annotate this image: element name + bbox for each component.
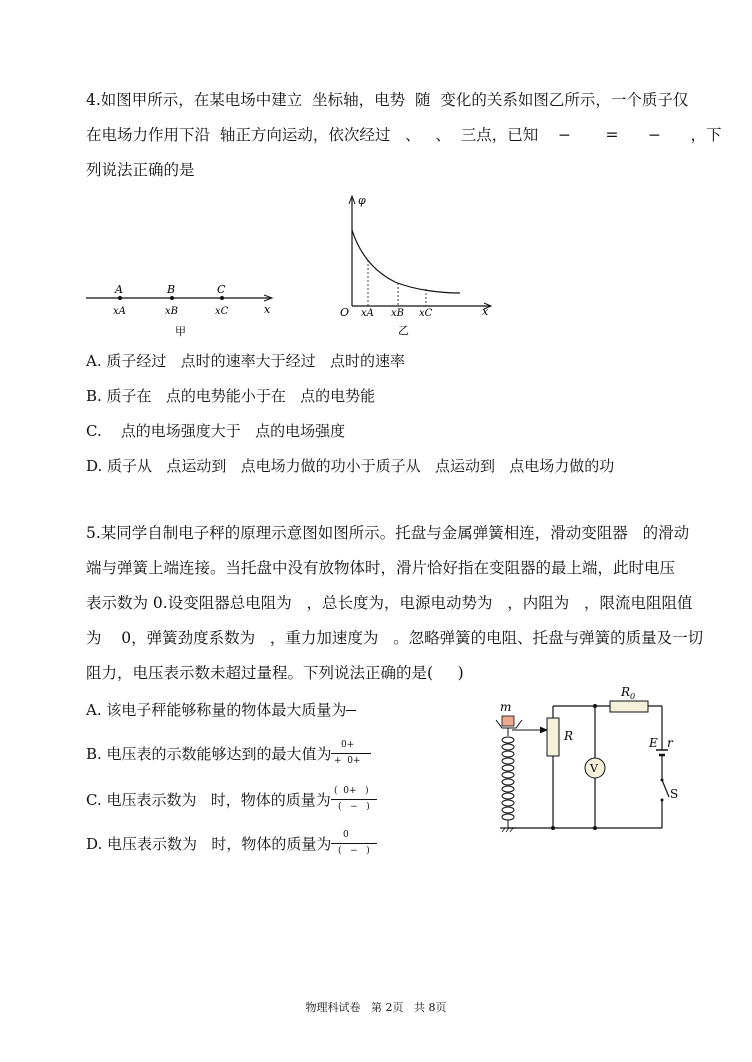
figure-jia-number-line	[80, 278, 280, 340]
yi-tick-c: xC	[419, 308, 433, 319]
yi-origin-label: O	[340, 306, 350, 319]
q4-option-d: D. 质子从 点运动到 点电场力做的功小于质子从 点运动到 点电场力做的功	[86, 457, 615, 475]
yi-tick-b: xB	[391, 308, 404, 319]
q5-option-b: B. 电压表的示数能够达到的最大值为	[86, 745, 332, 763]
yi-tick-a: xA	[361, 308, 374, 319]
q5-stem-line5: 阻力，电压表示数未超过量程。下列说法正确的是( )	[86, 664, 464, 682]
q5-stem-line3: 表示数为 0.设变阻器总电阻为 ，总长度为，电源电动势为 ，内阻为 ，限流电阻阻值	[86, 594, 693, 612]
jia-tick-a: xA	[113, 306, 126, 317]
mass-label: m	[500, 700, 512, 714]
q5-option-c-denominator: ( − )	[338, 802, 370, 812]
q4-option-c: C. 点的电场强度大于 点的电场强度	[86, 422, 346, 440]
jia-point-c: C	[217, 283, 226, 296]
q5-option-b-numerator: 0+	[341, 740, 355, 750]
spring	[502, 737, 514, 820]
q5-option-d-fraction-bar	[331, 843, 377, 844]
q5-stem-line1: 5.某同学自制电子秤的原理示意图如图所示。托盘与金属弹簧相连，滑动变阻器 的滑动	[86, 524, 690, 542]
switch-s	[662, 780, 669, 797]
switch-label: S	[670, 787, 679, 801]
figure-yi-potential-graph	[330, 190, 500, 340]
q5-stem-line4: 为 0，弹簧劲度系数为 ，重力加速度为 。忽略弹簧的电阻、托盘与弹簧的质量及一切	[86, 629, 704, 647]
yi-caption: 乙	[398, 324, 409, 337]
yi-yaxis-label: φ	[358, 194, 366, 207]
rheostat-r	[547, 718, 559, 756]
q5-stem-line2: 端与弹簧上端连接。当托盘中没有放物体时，滑片恰好指在变阻器的最上端，此时电压	[86, 559, 676, 577]
rheostat-label: R	[564, 729, 574, 743]
voltmeter-label: V	[590, 762, 598, 775]
yi-axis-label: x	[482, 305, 489, 318]
jia-point-b: B	[167, 283, 176, 296]
q4-stem-line2: 在电场力作用下沿 轴正方向运动，依次经过 、 、 三点，已知 − = − ，下	[86, 126, 722, 144]
internal-resistance-label: r	[667, 736, 673, 750]
q5-option-a-fraction-bar	[346, 710, 356, 711]
q5-circuit-diagram	[490, 680, 680, 840]
q4-stem-line3: 列说法正确的是	[86, 161, 195, 179]
q5-option-b-denominator: + 0+	[334, 756, 361, 766]
jia-axis-label: x	[264, 303, 271, 316]
jia-tick-b: xB	[165, 306, 178, 317]
emf-label: E	[649, 736, 658, 750]
q4-option-a: A. 质子经过 点时的速率大于经过 点时的速率	[86, 352, 405, 370]
q4-option-b: B. 质子在 点的电势能小于在 点的电势能	[86, 387, 376, 405]
q5-option-c: C. 电压表示数为 时，物体的质量为	[86, 791, 331, 809]
jia-point-a: A	[115, 283, 123, 296]
q5-option-d-denominator: ( − )	[338, 846, 370, 856]
q5-option-c-numerator: ( 0+ )	[334, 786, 369, 796]
q5-option-c-fraction-bar	[331, 799, 377, 800]
q5-option-d: D. 电压表示数为 时，物体的质量为	[86, 835, 332, 853]
r0-resistor	[610, 701, 648, 712]
q5-option-a: A. 该电子秤能够称量的物体最大质量为	[86, 701, 347, 719]
r0-label: $R_0$	[621, 685, 636, 701]
jia-caption: 甲	[175, 325, 186, 338]
q4-stem-line1: 4.如图甲所示，在某电场中建立 坐标轴，电势 随 变化的关系如图乙所示，一个质子仅	[86, 91, 689, 109]
mass-block	[502, 716, 514, 726]
jia-tick-c: xC	[215, 306, 229, 317]
q5-option-b-fraction-bar	[331, 753, 371, 754]
q5-option-d-numerator: 0	[343, 830, 349, 840]
page-footer: 物理科试卷 第 2页 共 8页	[305, 1001, 447, 1014]
